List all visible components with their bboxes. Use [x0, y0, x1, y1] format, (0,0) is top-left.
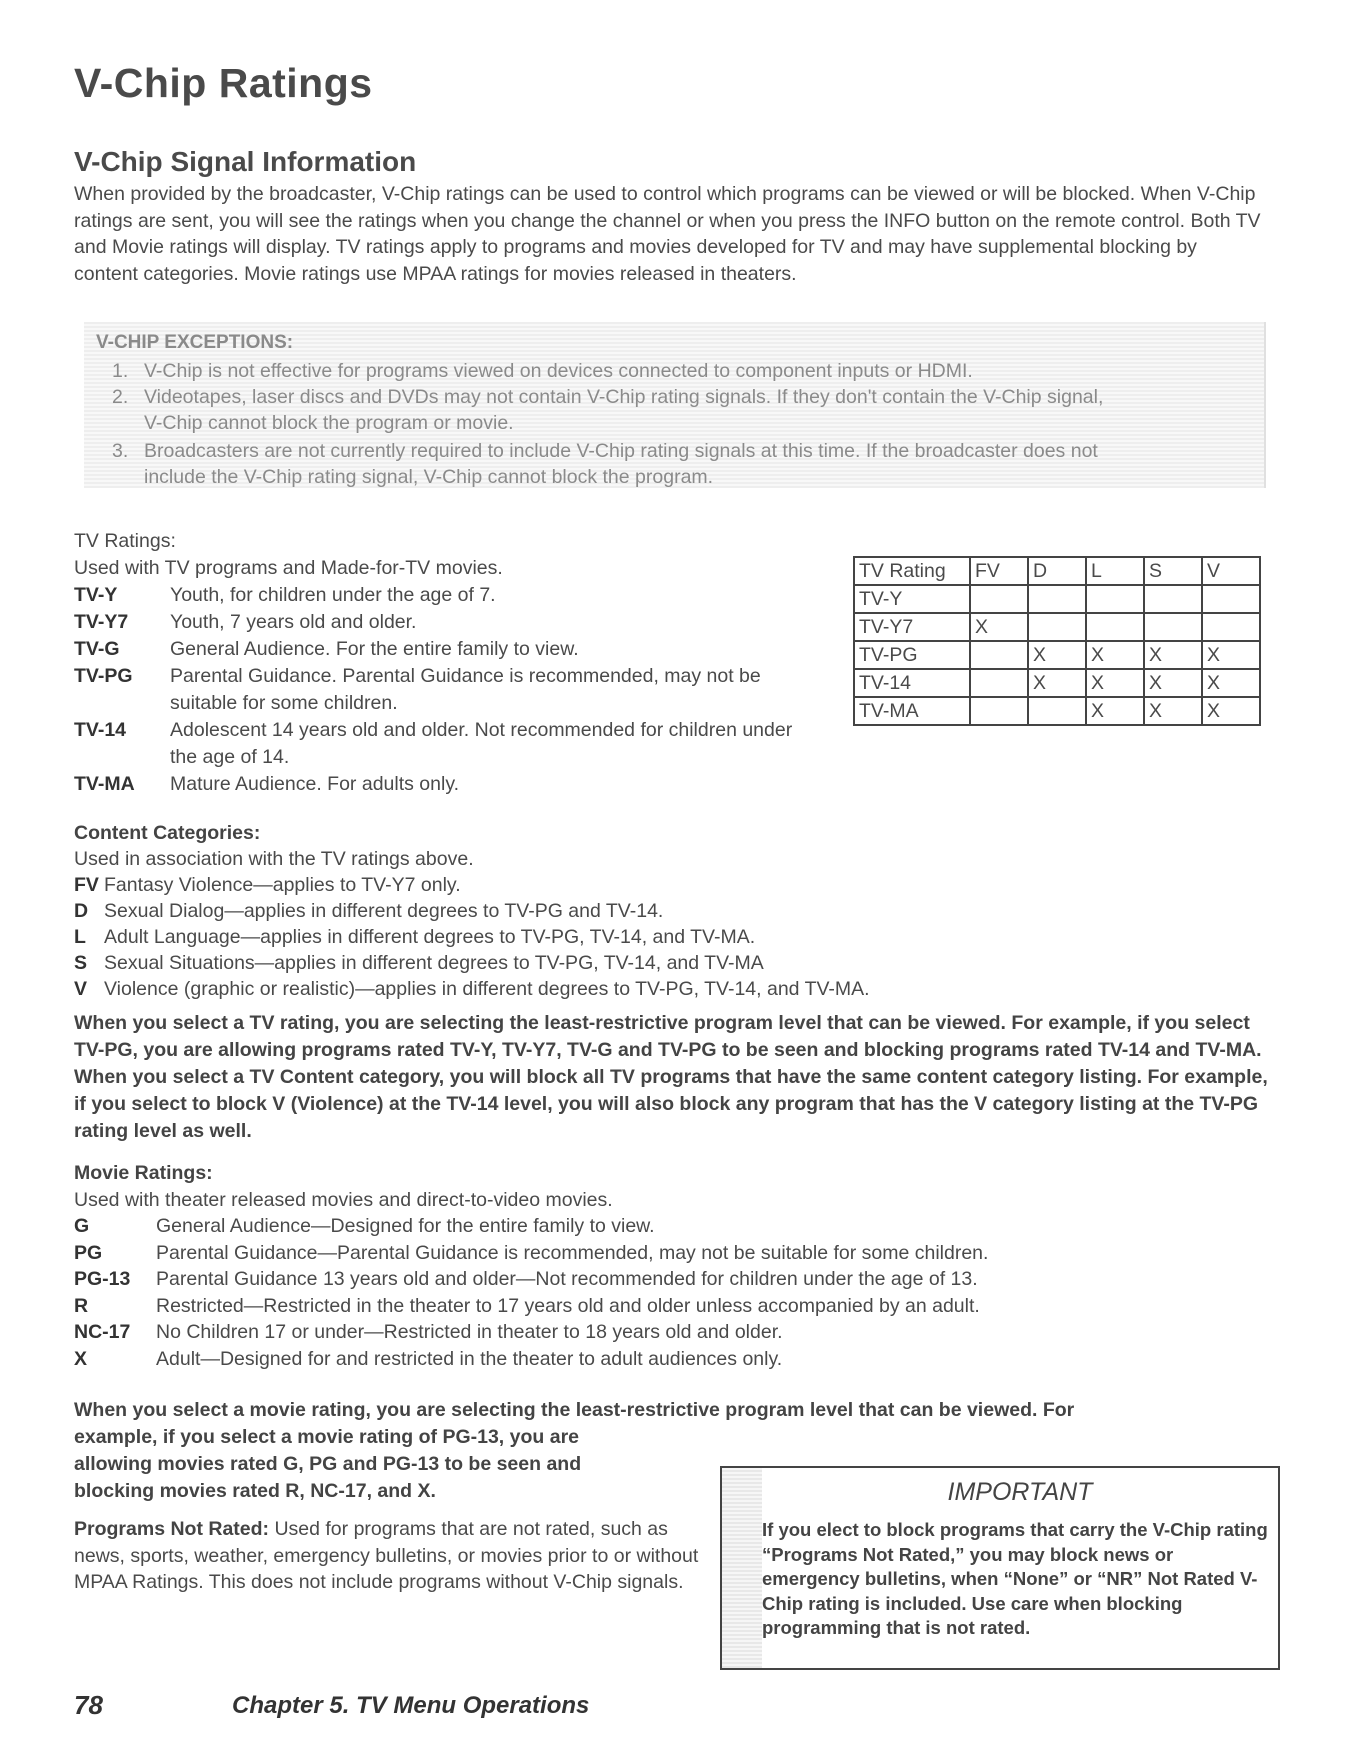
table-cell	[1086, 585, 1144, 613]
table-cell	[1028, 697, 1086, 725]
table-cell	[1202, 585, 1260, 613]
table-cell: TV-Y7	[854, 613, 970, 641]
movie-note-line: allowing movies rated G, PG and PG-13 to be seen and	[74, 1453, 582, 1475]
category-code: V	[74, 978, 88, 1000]
page-title: V-Chip Ratings	[74, 60, 373, 106]
rating-code: PG	[74, 1241, 103, 1264]
category-desc: Fantasy Violence—applies to TV-Y7 only.	[104, 874, 461, 896]
tv-ratings-list	[74, 528, 800, 798]
category-desc: Violence (graphic or realistic)—applies in different degrees to TV-PG, TV-14, and TV-MA.	[104, 978, 870, 1000]
table-cell: TV-14	[854, 669, 970, 697]
movie-ratings-used: Used with theater released movies and direct-to-video movies.	[74, 1188, 613, 1211]
list-item	[74, 609, 800, 636]
table-cell: X	[1086, 697, 1144, 725]
table-cell: X	[1028, 669, 1086, 697]
rating-code: TV-Y7	[74, 611, 129, 633]
rating-desc: Parental Guidance. Parental Guidance is recommended, may not be suitable for some children.	[170, 665, 761, 714]
rating-desc: General Audience. For the entire family to view.	[170, 638, 579, 660]
category-code: FV	[74, 874, 99, 896]
rating-desc: No Children 17 or under—Restricted in theater to 18 years old and older.	[156, 1321, 783, 1343]
table-row	[854, 613, 1260, 641]
rating-desc: Adolescent 14 years old and older. Not recommended for children under the age of 14.	[170, 719, 793, 768]
table-header-cell: L	[1086, 557, 1144, 585]
content-categories-heading: Content Categories:	[74, 822, 261, 844]
table-row	[854, 697, 1260, 725]
table-cell: X	[1144, 697, 1202, 725]
category-desc: Sexual Dialog—applies in different degrees to TV-PG and TV-14.	[104, 900, 664, 922]
content-categories	[74, 820, 870, 1002]
table-cell: X	[1202, 669, 1260, 697]
exception-line	[112, 386, 1103, 409]
rating-code: G	[74, 1215, 90, 1237]
chapter-title: Chapter 5. TV Menu Operations	[232, 1692, 590, 1719]
important-title: IMPORTANT	[947, 1478, 1093, 1506]
list-item	[74, 1319, 988, 1346]
table-row	[854, 669, 1260, 697]
exception-text: Videotapes, laser discs and DVDs may not contain V-Chip rating signals. If they don't contain the V-Chip signal,	[144, 386, 1104, 408]
table-cell: X	[1202, 697, 1260, 725]
programs-not-rated	[74, 1516, 714, 1596]
rating-desc: Adult—Designed for and restricted in the theater to adult audiences only.	[156, 1347, 783, 1370]
list-item	[74, 771, 800, 798]
exception-text: V-Chip is not effective for programs viewed on devices connected to component inputs or HDMI.	[144, 360, 973, 382]
table-header-cell: D	[1028, 557, 1086, 585]
tv-rating-note: When you select a TV rating, you are selecting the least-restrictive program level that can be viewed. For example, if you select TV-PG, you are allowing programs rated TV-Y, TV-Y7, TV-G and TV-PG to be seen and blocking programs rated TV-14 and TV-MA. When you select a TV Content category, you will block all TV programs that have the same content category listing. For example, if you select to block V (Violence) at the TV-14 level, you will also block any program that has the V category listing at the TV-PG rating level as well.	[74, 1012, 1268, 1142]
tv-ratings-heading: TV Ratings:	[74, 530, 176, 552]
table-cell	[1202, 613, 1260, 641]
table-cell	[1028, 613, 1086, 641]
tv-ratings-used: Used with TV programs and Made-for-TV movies.	[74, 557, 503, 579]
rating-code: X	[74, 1347, 88, 1370]
section-title: V-Chip Signal Information	[74, 146, 417, 177]
table-cell	[970, 697, 1028, 725]
category-code: S	[74, 952, 88, 974]
programs-not-rated-label: Programs Not Rated:	[74, 1518, 270, 1540]
table-cell: X	[1086, 669, 1144, 697]
rating-code: TV-G	[74, 638, 120, 660]
list-item	[74, 1213, 988, 1240]
table-cell	[1086, 613, 1144, 641]
table-cell	[970, 669, 1028, 697]
exception-number: 3.	[112, 440, 129, 462]
rating-code: TV-MA	[74, 773, 135, 795]
intro-paragraph: When provided by the broadcaster, V-Chip ratings can be used to control which programs can be viewed or will be blocked. When V-Chip ratings are sent, you will see the ratings when you change the channel or when you press the INFO button on the remote control. Both TV and Movie ratings will display. TV ratings apply to programs and movies developed for TV and may have supplemental blocking by content categories. Movie ratings use MPAA ratings for movies released in theaters.	[74, 183, 1261, 285]
table-cell: X	[1086, 641, 1144, 669]
list-item	[74, 1346, 988, 1373]
table-cell: TV-PG	[854, 641, 970, 669]
exception-line	[112, 412, 514, 435]
exception-number: 2.	[112, 386, 129, 408]
important-panel	[762, 1468, 1278, 1668]
exception-number: 1.	[112, 360, 129, 382]
table-header-cell: TV Rating	[854, 557, 970, 585]
rating-desc: Youth, 7 years old and older.	[170, 611, 417, 633]
rating-code: PG-13	[74, 1268, 131, 1290]
table-header-cell: FV	[970, 557, 1028, 585]
table-cell: X	[970, 613, 1028, 641]
category-desc: Sexual Situations—applies in different degrees to TV-PG, TV-14, and TV-MA	[104, 952, 764, 974]
list-item	[74, 976, 870, 1002]
rating-code: NC-17	[74, 1321, 131, 1343]
category-code: D	[74, 900, 89, 922]
exception-line	[112, 440, 1098, 463]
table-cell: X	[1144, 641, 1202, 669]
category-code: L	[74, 926, 86, 948]
list-item	[74, 872, 870, 898]
table-cell: TV-MA	[854, 697, 970, 725]
rating-code: TV-14	[74, 719, 127, 741]
exceptions-box	[84, 322, 1266, 488]
table-cell	[1144, 585, 1202, 613]
list-item	[74, 1293, 988, 1320]
table-cell: X	[1028, 641, 1086, 669]
rating-desc: Parental Guidance 13 years old and older—Not recommended for children under the age of 13.	[156, 1268, 978, 1290]
table-cell	[970, 641, 1028, 669]
movie-note-line: blocking movies rated R, NC-17, and X.	[74, 1480, 436, 1502]
exceptions-title: V-CHIP EXCEPTIONS:	[96, 332, 294, 353]
table-cell	[1144, 613, 1202, 641]
rating-code: TV-PG	[74, 665, 133, 687]
list-item	[74, 1240, 988, 1267]
table-row	[854, 641, 1260, 669]
table-cell: X	[1144, 669, 1202, 697]
movie-ratings-heading: Movie Ratings:	[74, 1162, 213, 1184]
list-item	[74, 717, 800, 771]
list-item	[74, 950, 870, 976]
list-item	[74, 582, 800, 609]
list-item	[74, 898, 870, 924]
rating-code: TV-Y	[74, 584, 118, 606]
movie-note-line: When you select a movie rating, you are selecting the least-restrictive program level that can be viewed. For	[74, 1399, 1075, 1421]
list-item	[74, 924, 870, 950]
table-cell	[970, 585, 1028, 613]
list-item	[74, 636, 800, 663]
exception-text: V-Chip cannot block the program or movie.	[144, 412, 514, 434]
rating-desc: Mature Audience. For adults only.	[170, 773, 460, 795]
tv-rating-table	[853, 556, 1261, 726]
table-cell	[1028, 585, 1086, 613]
rating-code: R	[74, 1294, 89, 1317]
exception-line	[112, 466, 713, 489]
table-header-cell: V	[1202, 557, 1260, 585]
exception-text: include the V-Chip rating signal, V-Chip cannot block the program.	[144, 466, 714, 488]
list-item	[74, 663, 800, 717]
important-text: If you elect to block programs that carry the V-Chip rating “Programs Not Rated,” you may block news or emergency bulletins, when “None” or “NR” Not Rated V-Chip rating is included. Use care when blocking programming that is not rated.	[762, 1519, 1268, 1638]
table-cell: X	[1202, 641, 1260, 669]
table-header-cell: S	[1144, 557, 1202, 585]
exception-line	[112, 360, 973, 383]
movie-ratings-list	[74, 1160, 988, 1372]
rating-desc: Youth, for children under the age of 7.	[170, 584, 496, 606]
movie-note-line: example, if you select a movie rating of PG-13, you are	[74, 1426, 580, 1448]
important-box	[720, 1466, 1280, 1670]
list-item	[74, 1266, 988, 1293]
programs-not-rated-text: Used for programs that are not rated, such as news, sports, weather, emergency bulletins, or movies prior to or without MPAA Ratings. This does not include programs without V-Chip signals.	[74, 1518, 699, 1593]
page-number: 78	[74, 1690, 103, 1720]
table-cell: TV-Y	[854, 585, 970, 613]
category-desc: Adult Language—applies in different degrees to TV-PG, TV-14, and TV-MA.	[104, 926, 756, 948]
rating-desc: Restricted—Restricted in the theater to 17 years old and older unless accompanied by an adult.	[156, 1294, 980, 1317]
rating-desc: General Audience—Designed for the entire family to view.	[156, 1215, 655, 1237]
table-row	[854, 585, 1260, 613]
exception-text: Broadcasters are not currently required to include V-Chip rating signals at this time. If the broadcaster does not	[144, 440, 1098, 462]
content-categories-used: Used in association with the TV ratings above.	[74, 848, 474, 870]
rating-desc: Parental Guidance—Parental Guidance is recommended, may not be suitable for some children.	[156, 1241, 989, 1264]
table-header-row	[854, 557, 1260, 585]
